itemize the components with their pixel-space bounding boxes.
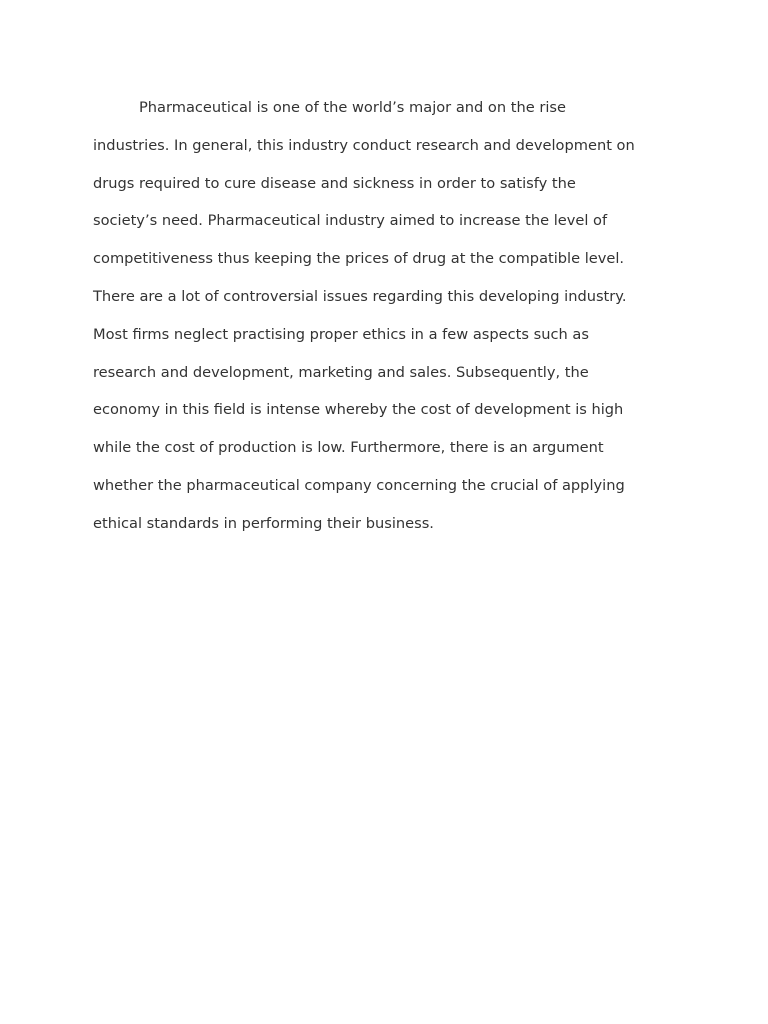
paragraph-line: Most firms neglect practising proper ethics in a few aspects such as: [93, 325, 589, 343]
paragraph-line: There are a lot of controversial issues regarding this developing industry.: [93, 287, 627, 305]
paragraph-line: competitiveness thus keeping the prices of drug at the compatible level.: [93, 250, 625, 268]
paragraph-line: whether the pharmaceutical company concerning the crucial of applying: [93, 476, 625, 494]
paragraph-line: economy in this field is intense whereby the cost of development is high: [93, 401, 624, 419]
paragraph-line: drugs required to cure disease and sickness in order to satisfy the: [93, 174, 576, 192]
paragraph-line: ethical standards in performing their business.: [93, 514, 434, 532]
paragraph-line: society’s need. Pharmaceutical industry aimed to increase the level of: [93, 212, 608, 230]
paragraph-line: research and development, marketing and sales. Subsequently, the: [93, 363, 589, 381]
paragraph-line: Pharmaceutical is one of the world’s major and on the rise: [139, 99, 566, 116]
paragraph-line: while the cost of production is low. Furthermore, there is an argument: [93, 439, 604, 457]
paragraph-line: industries. In general, this industry conduct research and development on: [93, 136, 635, 154]
body-paragraph: [93, 89, 683, 543]
